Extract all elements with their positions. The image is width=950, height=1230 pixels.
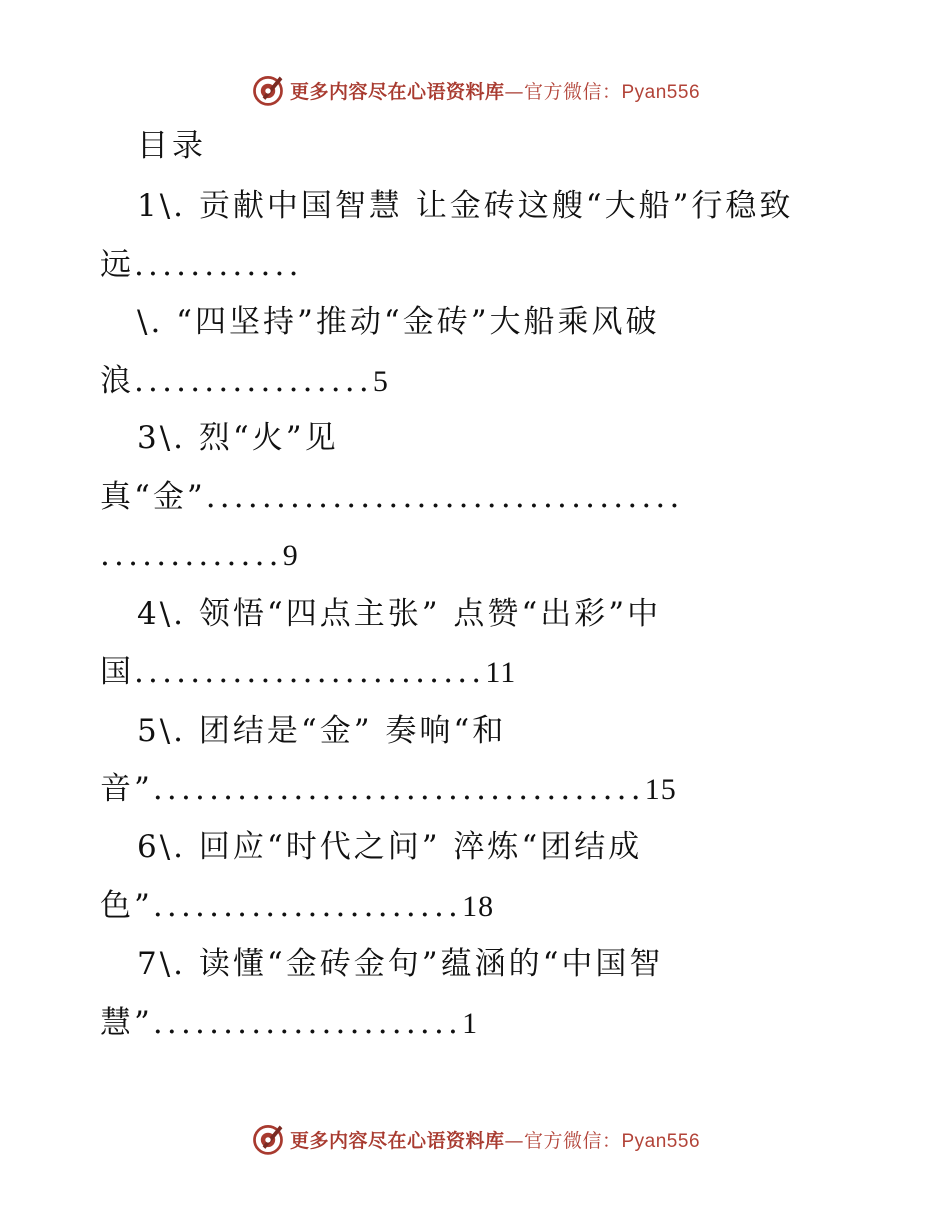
toc-entry-3-dots-cont: ............. — [100, 537, 283, 573]
toc-entry-4-page: 11 — [485, 656, 517, 689]
toc-entry-7-title[interactable]: 7\. 读懂“金砖金句”蕴涵的“中国智 — [137, 946, 664, 982]
toc-entry-4-title[interactable]: 4\. 领悟“四点主张” 点赞“出彩”中 — [137, 596, 662, 632]
toc-entry-2-tail: 浪 — [100, 363, 134, 399]
toc-entry-5-page: 15 — [644, 773, 677, 806]
banner-separator: — — [504, 80, 524, 103]
toc-entry-3-title[interactable]: 3\. 烈“火”见 — [137, 420, 339, 456]
banner-wechat-label: 官方微信： — [523, 1129, 622, 1152]
toc-entry-1-leader[interactable] — [100, 245, 303, 286]
toc-entry-7-page: 1 — [462, 1007, 479, 1040]
toc-entry-4-tail: 国 — [100, 654, 134, 690]
toc-entry-2-title[interactable]: \. “四坚持”推动“金砖”大船乘风破 — [137, 304, 660, 340]
toc-entry-2-leader[interactable] — [100, 361, 389, 402]
toc-entry-7-tail: 慧” — [100, 1005, 153, 1041]
banner-site-text: 更多内容尽在心语资料库 — [289, 80, 505, 103]
pen-logo-icon — [250, 1121, 286, 1157]
banner-separator: — — [504, 1129, 524, 1152]
toc-entry-6-page: 18 — [462, 890, 495, 923]
toc-entry-5-tail: 音” — [100, 771, 153, 807]
banner-wechat-id: Pyan556 — [621, 1130, 701, 1152]
footer-banner — [0, 1119, 950, 1159]
toc-entry-4-dots: ......................... — [134, 654, 486, 690]
toc-entry-1-title[interactable]: 1\. 贡献中国智慧 让金砖这艘“大船”行稳致 — [137, 188, 794, 224]
toc-entry-5-title[interactable]: 5\. 团结是“金” 奏响“和 — [137, 713, 507, 749]
toc-entry-6-tail: 色” — [100, 888, 153, 924]
banner-site-text: 更多内容尽在心语资料库 — [289, 1129, 505, 1152]
toc-entry-2-page: 5 — [372, 365, 389, 398]
toc-entry-3-leader-cont[interactable] — [100, 535, 299, 576]
toc-entry-7-leader[interactable] — [100, 1003, 478, 1044]
banner-text — [290, 77, 700, 104]
toc-entry-3-page: 9 — [282, 539, 299, 572]
toc-heading: 目录 — [137, 128, 207, 164]
toc-entry-3-tail: 真“金” — [100, 479, 206, 515]
banner-wechat-id: Pyan556 — [621, 81, 701, 103]
toc-entry-3-leader[interactable] — [100, 477, 684, 517]
toc-entry-6-leader[interactable] — [100, 886, 494, 927]
banner-wechat-label: 官方微信： — [523, 80, 622, 103]
toc-entry-3-dots: .................................. — [205, 479, 684, 515]
toc-entry-2-dots: ................. — [134, 363, 373, 399]
banner-text — [290, 1126, 700, 1153]
toc-entry-6-title[interactable]: 6\. 回应“时代之问” 淬炼“团结成 — [137, 829, 643, 865]
toc-entry-1-dots: ............ — [134, 247, 303, 283]
header-banner — [0, 70, 950, 110]
toc-entry-4-leader[interactable] — [100, 652, 516, 693]
pen-logo-icon — [250, 72, 286, 108]
toc-entry-1-tail: 远 — [100, 247, 134, 283]
toc-entry-5-leader[interactable] — [100, 769, 677, 810]
toc-entry-6-dots: ...................... — [152, 888, 463, 924]
toc-entry-5-dots: ................................... — [152, 771, 645, 807]
toc-entry-7-dots: ...................... — [152, 1005, 463, 1041]
